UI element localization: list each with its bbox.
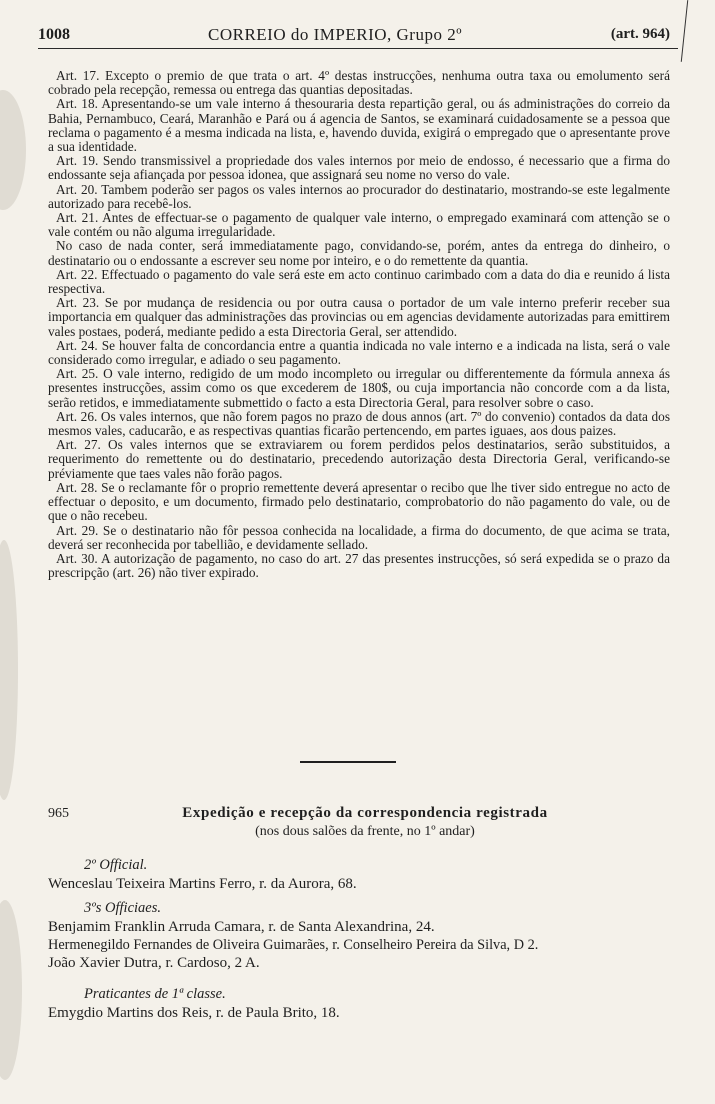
paragraph: Art. 27. Os vales internos que se extraviarem ou forem perdidos pelos destinatarios, serão substituidos, a requerimento do remettente ou do destinatario, precedendo autorização desta Directoria Geral, verificando-se préviamente que taes vales não forão pagos. — [48, 437, 670, 481]
paragraph: Art. 25. O vale interno, redigido de um modo incompleto ou irregular ou differentemente da fórmula annexa ás presentes instrucções, assim como os que excederem de 180$, ou cuja importancia não concorde com a da lista, serão retidos, e immediatamente submettido o facto a esta Directoria Geral, para resolver sobre o caso. — [48, 366, 670, 410]
paragraph: Art. 24. Se houver falta de concordancia entre a quantia indicada no vale interno e a indicada na lista, será o vale considerado como irregular, e adiado o seu pagamento. — [48, 337, 670, 368]
page-header — [38, 22, 678, 49]
paragraph: Art. 21. Antes de effectuar-se o pagamento de qualquer vale interno, o empregado examinará com attenção se o vale contém ou não alguma irregularidade. — [48, 210, 670, 240]
articles-text — [48, 69, 670, 580]
officials-3-heading: 3ºs Officiaes. — [84, 900, 161, 916]
section-title: Expedição e recepção da correspondencia registrada — [182, 805, 548, 821]
section-separator — [300, 761, 396, 763]
paragraph: Art. 28. Se o reclamante fôr o proprio remettente deverá apresentar o recibo que lhe tiver sido entregue no acto de effectuar o deposito, e um documento, firmado pelo destinatario, comprobatorio do não pagamento do vale, ou de que o não recebeu. — [48, 479, 670, 524]
paragraph: Art. 22. Effectuado o pagamento do vale será este em acto continuo carimbado com a data do dia e reunido á lista respectiva. — [48, 266, 670, 297]
running-title: CORREIO do IMPERIO, Grupo 2º — [208, 25, 462, 44]
paragraph: Art. 29. Se o destinatario não fôr pessoa conhecida na localidade, a firma do documento, de que acima se trata, deverá ser reconhecida por tabellião, e devidamente sellado. — [48, 522, 670, 552]
section-subtitle: (nos dous salões da frente, no 1º andar) — [255, 824, 475, 839]
paragraph: No caso de nada conter, será immediatamente pago, convidando-se, porém, antes da entrega do dinheiro, o destinatario ou o endossante a escrever seu nome por inteiro, e o do remettente da quantia. — [48, 238, 670, 268]
staff-entry: Benjamim Franklin Arruda Camara, r. de Santa Alexandrina, 24. — [48, 919, 435, 935]
paper-stain — [0, 900, 22, 1080]
paragraph: Art. 19. Sendo transmissivel a propriedade dos vales internos por meio de endosso, é necessario que a firma do endossante seja afiançada por pessoa idonea, que assignará seu nome no verso do vale. — [48, 153, 670, 183]
official-2-heading: 2º Official. — [84, 857, 148, 873]
paragraph: Art. 20. Tambem poderão ser pagos os vales internos ao procurador do destinatario, mostrando-se este legalmente autorizado para recebê-los. — [48, 181, 670, 211]
paragraph: Art. 23. Se por mudança de residencia ou por outra causa o portador de um vale interno preferir receber sua importancia em qualquer das administrações das provincias ou em agencias devidamente autorizadas para emittirem vales postaes, poderá, mediante pedido a esta Directoria Geral, ser attendido. — [48, 295, 670, 339]
margin-rule — [681, 0, 688, 62]
page-number: 1008 — [38, 26, 70, 43]
staff-entry: Hermenegildo Fernandes de Oliveira Guimarães, r. Conselheiro Pereira da Silva, D 2. — [48, 937, 539, 953]
paragraph: Art. 30. A autorização de pagamento, no caso do art. 27 das presentes instrucções, só será expedida se o prazo da prescripção (art. 26) não tiver expirado. — [48, 550, 670, 581]
paper-stain — [0, 90, 26, 210]
praticantes-heading: Praticantes de 1ª classe. — [84, 986, 226, 1002]
section-number: 965 — [48, 806, 69, 821]
staff-entry: João Xavier Dutra, r. Cardoso, 2 A. — [48, 955, 260, 971]
article-reference: (art. 964) — [610, 26, 670, 42]
staff-entry: Wenceslau Teixeira Martins Ferro, r. da Aurora, 68. — [48, 876, 357, 892]
paragraph: Art. 18. Apresentando-se um vale interno á thesouraria desta repartição geral, ou ás administrações do correio da Bahia, Pernambuco, Ceará, Maranhão e Pará ou á agencia de Santos, se examinará cuidadosamente se a pessoa que reclama o pagamento é a mesma indicada na lista, e, havendo duvida, exigirá o empregado que o apresentante prove a sua identidade. — [48, 96, 670, 155]
paragraph: Art. 26. Os vales internos, que não forem pagos no prazo de dous annos (art. 7º do convenio) contados da data dos mesmos vales, caducarão, e as respectivas quantias ficarão pertencendo, em partes iguaes, aos dous paizes. — [48, 408, 670, 439]
paper-stain — [0, 540, 18, 800]
staff-entry: Emygdio Martins dos Reis, r. de Paula Brito, 18. — [48, 1005, 340, 1021]
paragraph: Art. 17. Excepto o premio de que trata o art. 4º destas instrucções, nenhuma outra taxa ou emolumento será cobrado pela recepção, remessa ou entrega das quantias depositadas. — [48, 68, 670, 98]
